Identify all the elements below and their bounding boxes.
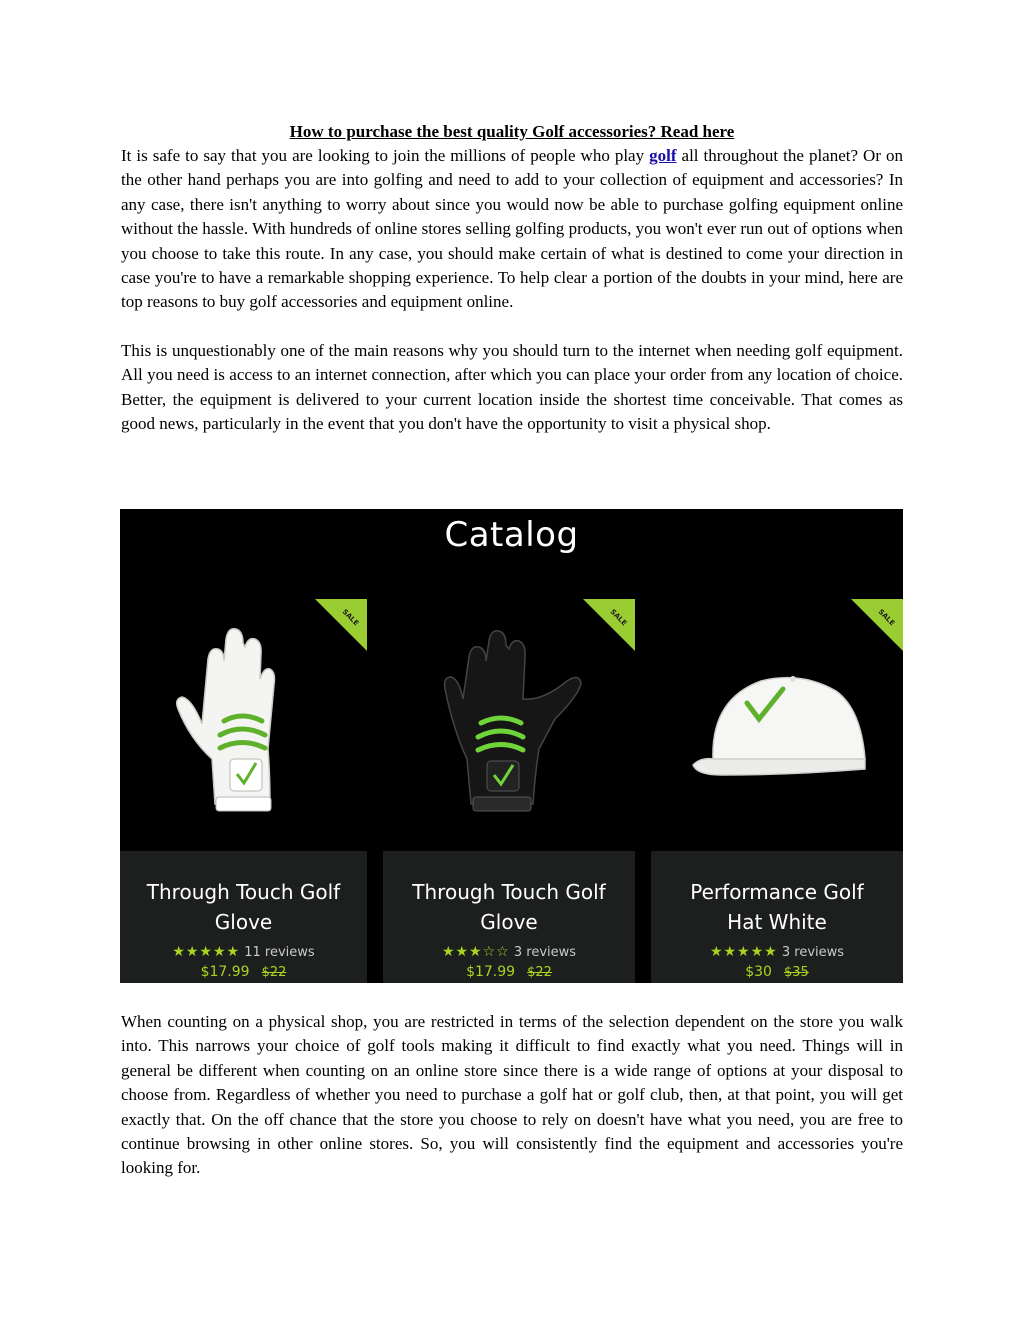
product-name-line1: Through Touch Golf bbox=[146, 880, 341, 904]
review-count: 3 reviews bbox=[513, 945, 577, 960]
product-old-price: $22 bbox=[261, 965, 287, 980]
product-name bbox=[651, 877, 903, 937]
sale-label: SALE bbox=[340, 607, 361, 628]
product-image-white-glove bbox=[120, 599, 367, 851]
star-rating-icon: ★★★★★ bbox=[709, 944, 778, 960]
product-price: $30 bbox=[745, 964, 772, 980]
product-info bbox=[651, 851, 903, 983]
product-card[interactable] bbox=[120, 599, 367, 983]
catalog-title: Catalog bbox=[444, 515, 579, 555]
product-rating bbox=[120, 943, 367, 962]
product-old-price: $22 bbox=[527, 965, 552, 980]
product-name-line1: Through Touch Golf bbox=[412, 880, 606, 904]
product-name bbox=[383, 877, 635, 937]
article bbox=[121, 120, 903, 436]
product-card[interactable] bbox=[383, 599, 635, 983]
product-name bbox=[120, 877, 367, 937]
product-info bbox=[120, 851, 367, 983]
sale-badge-icon bbox=[583, 599, 635, 651]
product-info bbox=[383, 851, 635, 983]
product-price-row bbox=[383, 963, 635, 982]
intro-text-end: all throughout the planet? Or on the other hand perhaps you are into golfing and need to add to your collection of equipment and accessories? In any case, there isn't anything to worry about since you would now be able to purchase golfing equipment online without the hassle. With hundreds of online stores selling golfing products, you won't ever run out of options when you choose to take this route. In any case, you should make certain of what is destined to come your direction in case you're to have a remarkable shopping experience. To help clear a portion of the doubts in your mind, here are top reasons to buy golf accessories and equipment online. bbox=[121, 146, 903, 312]
paragraph-intro bbox=[121, 144, 903, 315]
sale-label: SALE bbox=[876, 607, 897, 628]
product-old-price: $35 bbox=[783, 965, 809, 980]
product-image-black-glove bbox=[383, 599, 635, 851]
product-price: $17.99 bbox=[200, 964, 250, 980]
article-continued bbox=[121, 1010, 903, 1181]
catalog-image bbox=[120, 509, 903, 983]
product-rating bbox=[651, 943, 903, 962]
review-count: 11 reviews bbox=[244, 945, 315, 960]
golf-link[interactable]: golf bbox=[649, 146, 677, 165]
review-count: 3 reviews bbox=[781, 945, 845, 960]
product-price-row bbox=[120, 963, 367, 982]
paragraph-selection: When counting on a physical shop, you are restricted in terms of the selection dependent on the store you walk into. This narrows your choice of golf tools making it difficult to find exactly what you need. Things will in general be different when counting on an online store since there is a wide range of options at your disposal to choose from. Regardless of whether you need to purchase a golf hat or golf club, then, at that point, you will get exactly that. On the off chance that the store you choose to rely on doesn't have what you need, you are free to continue browsing in other online stores. So, you will consistently find the equipment and accessories you're looking for. bbox=[121, 1012, 903, 1178]
star-rating-icon: ★★★☆☆ bbox=[441, 944, 510, 960]
product-price: $17.99 bbox=[466, 964, 516, 980]
sale-badge-icon bbox=[315, 599, 367, 651]
sale-label: SALE bbox=[608, 607, 629, 628]
product-rating bbox=[383, 943, 635, 962]
product-name-line2: Glove bbox=[214, 910, 273, 934]
paragraph-convenience: This is unquestionably one of the main reasons why you should turn to the internet when needing golf equipment. All you need is access to an internet connection, after which you can place your order from any location of choice. Better, the equipment is delivered to your current location inside the shortest time conceivable. That comes as good news, particularly in the event that you don't have the opportunity to visit a physical shop. bbox=[121, 340, 903, 434]
sale-badge-icon bbox=[851, 599, 903, 651]
article-title: How to purchase the best quality Golf accessories? Read here bbox=[289, 122, 735, 141]
product-price-row bbox=[651, 963, 903, 982]
product-name-line2: Hat White bbox=[727, 910, 827, 934]
intro-text-start: It is safe to say that you are looking to join the millions of people who play bbox=[121, 146, 650, 165]
product-name-line1: Performance Golf bbox=[690, 880, 864, 904]
product-card[interactable] bbox=[651, 599, 903, 983]
product-image-white-hat bbox=[651, 599, 903, 851]
star-rating-icon: ★★★★★ bbox=[172, 944, 241, 960]
product-name-line2: Glove bbox=[480, 910, 538, 934]
